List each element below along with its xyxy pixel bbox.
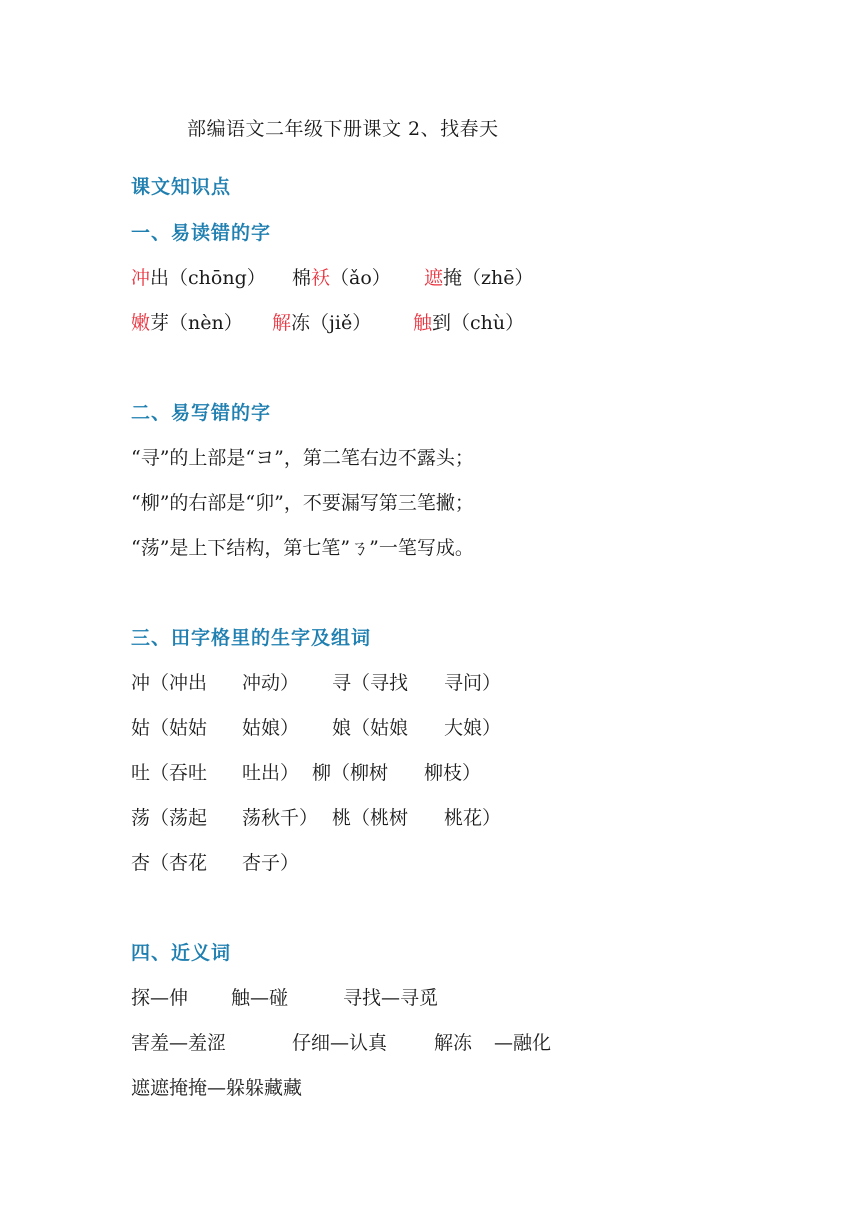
word-group: 吐出） xyxy=(242,762,300,784)
miswrite-line: “柳”的右部是“卯”，不要漏写第三笔撇； xyxy=(131,492,474,514)
word-group: 荡（荡起 xyxy=(131,807,208,829)
misread-item: 嫩芽（nèn） xyxy=(131,312,243,334)
misread-item: 触到（chù） xyxy=(413,312,525,334)
synonym-pair: 遮遮掩掩—躲躲藏藏 xyxy=(131,1077,303,1099)
synonym-pair: 寻找—寻觅 xyxy=(343,987,439,1009)
misread-item: 遮掩（zhē） xyxy=(424,267,534,289)
word-group: 柳（柳树 xyxy=(312,762,389,784)
word-group: 杏（杏花 xyxy=(131,852,208,874)
synonym-pair: 解冻 xyxy=(434,1032,473,1054)
synonym-pair: —融化 xyxy=(494,1032,552,1054)
word-group: 桃（桃树 xyxy=(332,807,409,829)
misread-item: 解冻（jiě） xyxy=(272,312,372,334)
word-group: 杏子） xyxy=(242,852,300,874)
word-group: 娘（姑娘 xyxy=(332,717,409,739)
word-group: 姑（姑姑 xyxy=(131,717,208,739)
miswrite-line: “荡”是上下结构，第七笔”ㄋ”一笔写成。 xyxy=(131,537,474,559)
synonym-pair: 触—碰 xyxy=(231,987,289,1009)
word-group: 荡秋千） xyxy=(242,807,319,829)
misread-item: 棉袄（ǎo） xyxy=(292,267,391,289)
word-group: 寻问） xyxy=(444,672,502,694)
synonym-pair: 仔细—认真 xyxy=(292,1032,388,1054)
miswrite-line: “寻”的上部是“ヨ”，第二笔右边不露头； xyxy=(131,447,474,469)
word-group: 姑娘） xyxy=(242,717,300,739)
word-group: 冲动） xyxy=(242,672,300,694)
word-group: 柳枝） xyxy=(424,762,482,784)
section-heading-misread: 一、易读错的字 xyxy=(131,222,272,244)
word-group: 冲（冲出 xyxy=(131,672,208,694)
section-heading-miswrite: 二、易写错的字 xyxy=(131,402,272,424)
section-heading-knowledge: 课文知识点 xyxy=(131,176,232,198)
word-group: 吐（吞吐 xyxy=(131,762,208,784)
section-heading-new-words: 三、田字格里的生字及组词 xyxy=(131,627,372,649)
section-heading-synonyms: 四、近义词 xyxy=(131,942,232,964)
document-title: 部编语文二年级下册课文 2、找春天 xyxy=(187,118,499,140)
word-group: 寻（寻找 xyxy=(332,672,409,694)
synonym-pair: 探—伸 xyxy=(131,987,189,1009)
word-group: 桃花） xyxy=(444,807,502,829)
misread-item: 冲出（chōng） xyxy=(131,267,266,289)
word-group: 大娘） xyxy=(444,717,502,739)
synonym-pair: 害羞—羞涩 xyxy=(131,1032,227,1054)
